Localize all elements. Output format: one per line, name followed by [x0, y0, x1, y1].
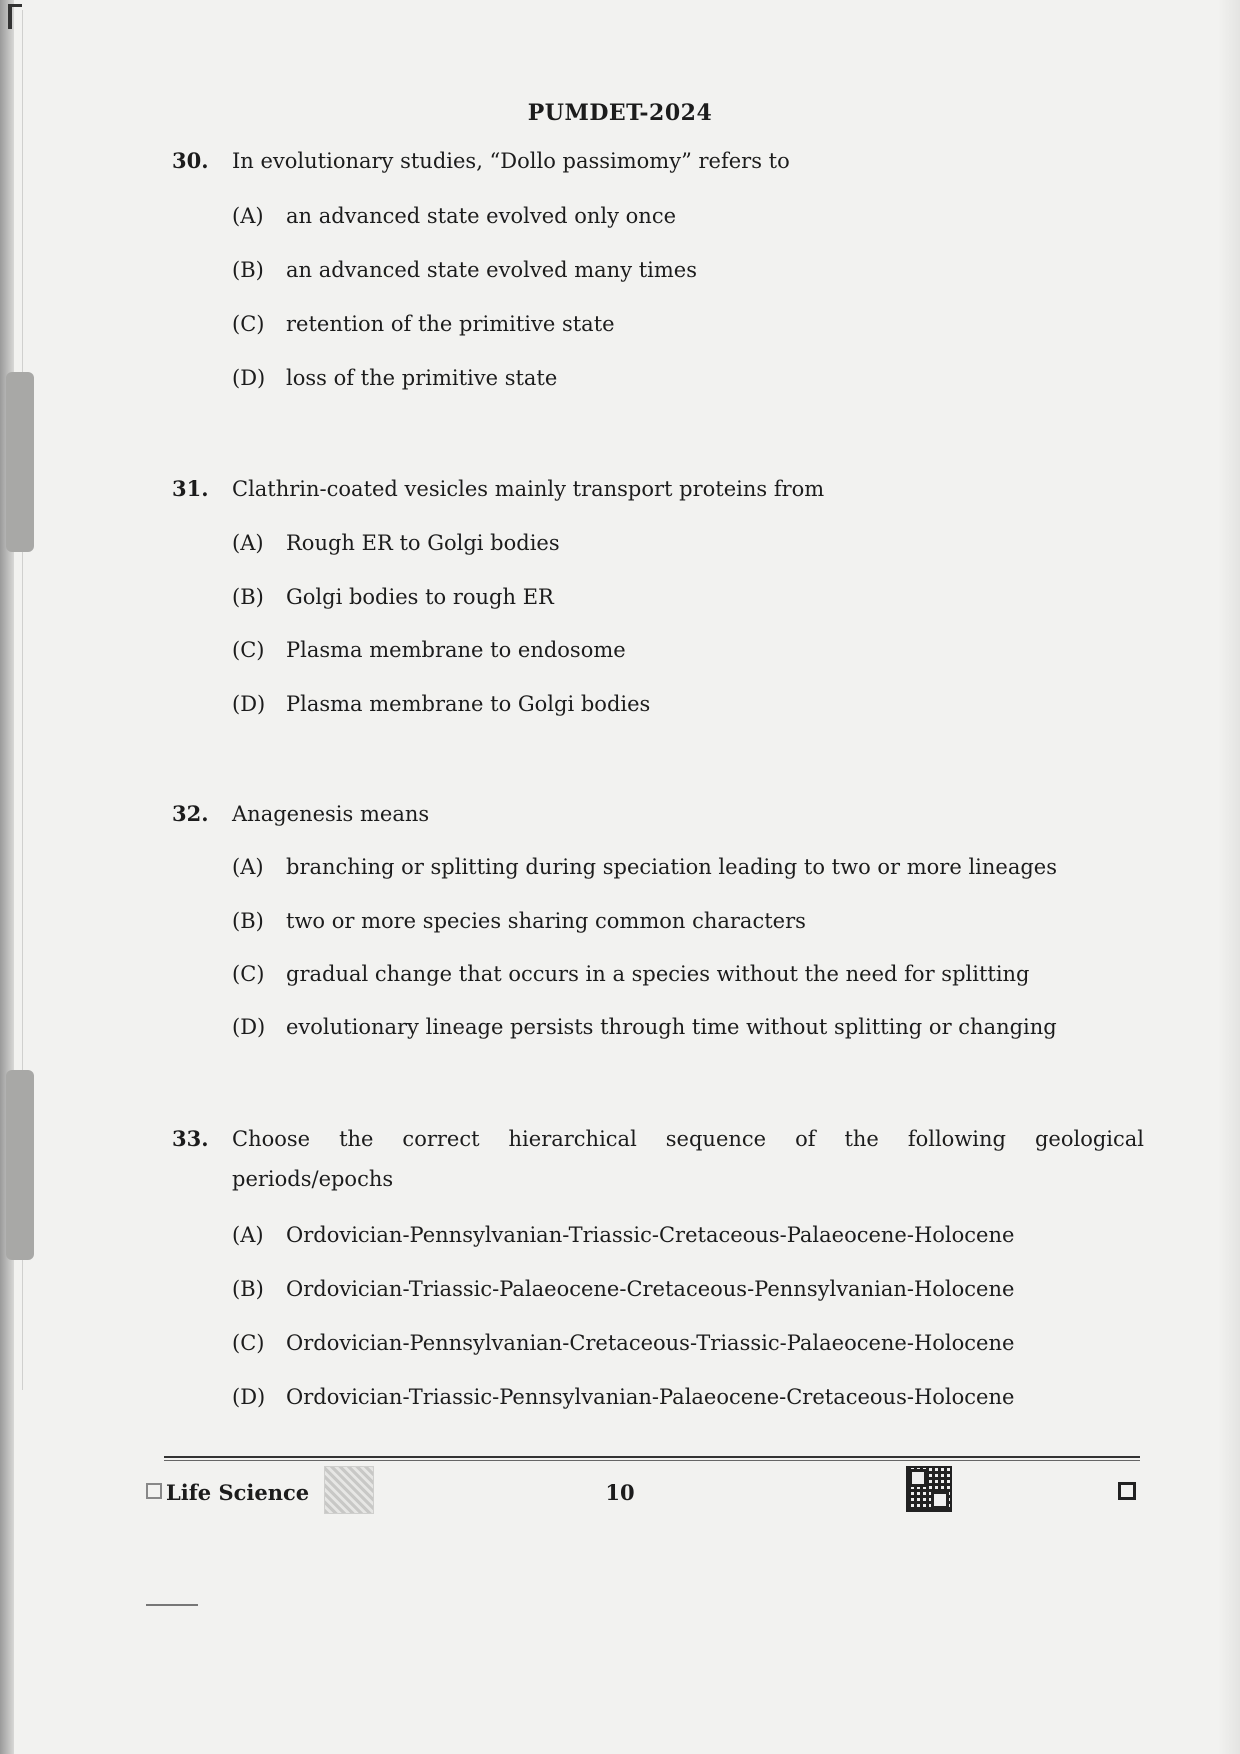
- question-text: Clathrin-coated vesicles mainly transport proteins from: [232, 477, 825, 501]
- option-c: [232, 1329, 1152, 1357]
- option-b: [232, 1275, 1152, 1303]
- option-text: Golgi bodies to rough ER: [286, 585, 554, 609]
- option-letter: (A): [232, 204, 264, 228]
- option-text: an advanced state evolved only once: [286, 204, 677, 228]
- question-text-line-1: Choose the correct hierarchical sequence of the following geological: [232, 1127, 1144, 1151]
- question-33: [172, 1125, 1144, 1425]
- option-letter: (D): [232, 366, 266, 390]
- option-letter: (B): [232, 909, 264, 933]
- option-letter: (B): [232, 585, 264, 609]
- qr-code-icon: [906, 1466, 952, 1512]
- option-letter: (C): [232, 1331, 265, 1355]
- option-text: Rough ER to Golgi bodies: [286, 531, 560, 555]
- option-text: two or more species sharing common characters: [286, 909, 806, 933]
- footer-rule-thin: [164, 1460, 1140, 1461]
- option-letter: (D): [232, 692, 266, 716]
- option-b: [232, 907, 1152, 935]
- option-letter: (A): [232, 1223, 264, 1247]
- option-text: evolutionary lineage persists through time without splitting or changing: [286, 1015, 1057, 1039]
- corner-mark: [8, 4, 22, 29]
- question-number: 31.: [172, 476, 209, 501]
- option-d: [232, 1383, 1152, 1411]
- option-text: retention of the primitive state: [286, 312, 615, 336]
- option-d: [232, 1013, 1152, 1041]
- option-a: [232, 853, 1152, 881]
- question-30: [172, 147, 1144, 397]
- side-tab-lower: [6, 1070, 34, 1260]
- square-icon: [1118, 1482, 1136, 1500]
- option-letter: (D): [232, 1385, 266, 1409]
- option-b: [232, 256, 1152, 284]
- question-32: [172, 800, 1144, 1050]
- option-letter: (B): [232, 1277, 264, 1301]
- question-text: Anagenesis means: [232, 802, 430, 826]
- option-text: Ordovician-Triassic-Pennsylvanian-Palaeocene-Cretaceous-Holocene: [286, 1385, 1015, 1409]
- option-letter: (A): [232, 855, 264, 879]
- option-letter: (D): [232, 1015, 266, 1039]
- option-text: an advanced state evolved many times: [286, 258, 698, 282]
- option-text: loss of the primitive state: [286, 366, 558, 390]
- question-text: In evolutionary studies, “Dollo passimomy” refers to: [232, 149, 790, 173]
- footer-subject-label: Life Science: [166, 1480, 310, 1505]
- option-d: [232, 364, 1152, 392]
- option-text: Plasma membrane to endosome: [286, 638, 626, 662]
- side-tab-upper: [6, 372, 34, 552]
- option-a: [232, 202, 1152, 230]
- option-c: [232, 636, 1152, 664]
- option-letter: (A): [232, 531, 264, 555]
- bottom-dash: [146, 1604, 198, 1606]
- option-text: Ordovician-Pennsylvanian-Cretaceous-Triassic-Palaeocene-Holocene: [286, 1331, 1015, 1355]
- option-letter: (C): [232, 638, 265, 662]
- option-c: [232, 310, 1152, 338]
- option-text: Ordovician-Triassic-Palaeocene-Cretaceous-Pennsylvanian-Holocene: [286, 1277, 1015, 1301]
- question-number: 33.: [172, 1126, 209, 1151]
- question-text-line-2: periods/epochs: [232, 1167, 394, 1191]
- option-text: branching or splitting during speciation leading to two or more lineages: [286, 855, 1057, 879]
- question-number: 32.: [172, 801, 209, 826]
- question-number: 30.: [172, 148, 209, 173]
- page-title: PUMDET-2024: [527, 100, 713, 126]
- footer-rule: [164, 1456, 1140, 1458]
- option-text: Ordovician-Pennsylvanian-Triassic-Cretaceous-Palaeocene-Holocene: [286, 1223, 1015, 1247]
- option-b: [232, 583, 1152, 611]
- option-a: [232, 529, 1152, 557]
- option-letter: (B): [232, 258, 264, 282]
- page-number: 10: [605, 1480, 635, 1505]
- option-letter: (C): [232, 962, 265, 986]
- option-text: Plasma membrane to Golgi bodies: [286, 692, 651, 716]
- option-letter: (C): [232, 312, 265, 336]
- option-c: [232, 960, 1152, 988]
- option-text: gradual change that occurs in a species without the need for splitting: [286, 962, 1030, 986]
- option-a: [232, 1221, 1152, 1249]
- question-31: [172, 475, 1144, 725]
- option-d: [232, 690, 1152, 718]
